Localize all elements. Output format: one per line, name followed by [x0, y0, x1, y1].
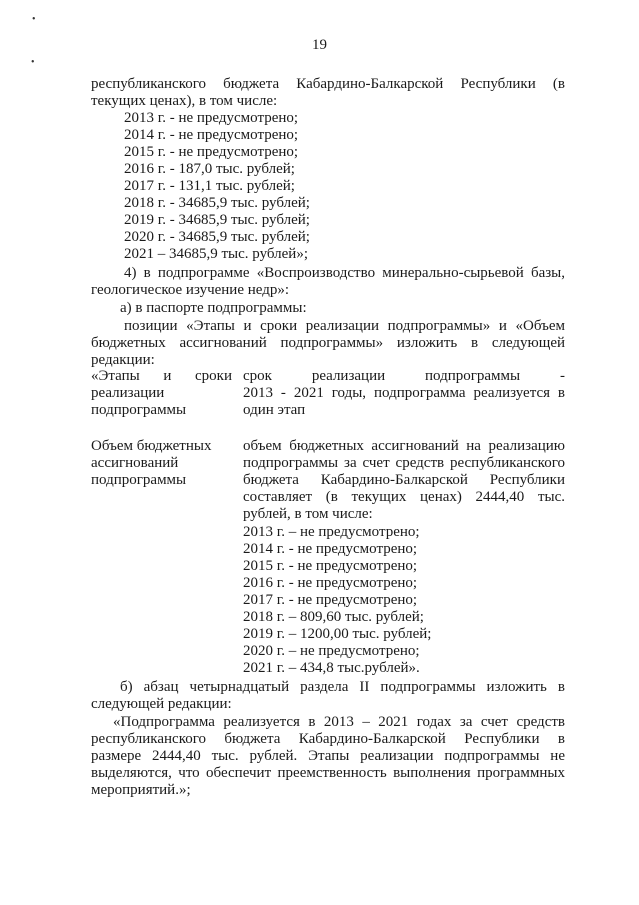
- quote-line: размере 2444,40 тыс. рублей. Этапы реализации подпрограммы не: [91, 748, 565, 764]
- positions-line: позиции «Этапы и сроки реализации подпрограммы» и «Объем: [124, 318, 565, 334]
- item-a: а) в паспорте подпрограммы:: [120, 300, 307, 316]
- table-row1-value: один этап: [243, 402, 306, 418]
- year-line: 2021 – 34685,9 тыс. рублей»;: [124, 246, 308, 262]
- item-b-line: следующей редакции:: [91, 696, 232, 712]
- item-b-line: б) абзац четырнадцатый раздела II подпрограммы изложить в: [120, 679, 565, 695]
- table-row1-label: реализации: [91, 385, 165, 401]
- table-row2-label: подпрограммы: [91, 472, 187, 488]
- year-line: 2021 г. – 434,8 тыс.рублей».: [243, 660, 420, 676]
- quote-line: мероприятий.»;: [91, 782, 191, 798]
- positions-line: бюджетных ассигнований подпрограммы» изложить в следующей: [91, 335, 565, 351]
- intro-line: текущих ценах), в том числе:: [91, 93, 278, 109]
- quote-line: «Подпрограмма реализуется в 2013 – 2021 годах за счет средств: [113, 714, 565, 730]
- year-line: 2020 г. – не предусмотрено;: [243, 643, 420, 659]
- year-line: 2020 г. - 34685,9 тыс. рублей;: [124, 229, 310, 245]
- scan-mark: •: [31, 57, 35, 68]
- year-line: 2018 г. - 34685,9 тыс. рублей;: [124, 195, 310, 211]
- table-row1-value: срок реализации подпрограммы -: [243, 368, 565, 384]
- year-line: 2019 г. - 34685,9 тыс. рублей;: [124, 212, 310, 228]
- year-line: 2016 г. - не предусмотрено;: [243, 575, 418, 591]
- table-row2-value: бюджета Кабардино-Балкарской Республики: [243, 472, 565, 488]
- table-row2-value: объем бюджетных ассигнований на реализацию: [243, 438, 565, 454]
- table-row1-label: подпрограммы: [91, 402, 187, 418]
- table-row2-label: ассигнований: [91, 455, 179, 471]
- quote-line: республиканского бюджета Кабардино-Балкарской Республики в: [91, 731, 565, 747]
- year-line: 2015 г. - не предусмотрено;: [243, 558, 418, 574]
- table-row2-label: Объем бюджетных: [91, 438, 212, 454]
- positions-line: редакции:: [91, 352, 155, 368]
- year-line: 2017 г. - 131,1 тыс. рублей;: [124, 178, 295, 194]
- table-row2-value: подпрограммы за счет средств республиканского: [243, 455, 565, 471]
- year-line: 2014 г. - не предусмотрено;: [243, 541, 418, 557]
- table-row1-label: «Этапы и сроки: [91, 368, 232, 384]
- scan-mark: •: [32, 14, 36, 25]
- year-line: 2013 г. – не предусмотрено;: [243, 524, 420, 540]
- item4-line: геологическое изучение недр»:: [91, 282, 290, 298]
- year-line: 2017 г. - не предусмотрено;: [243, 592, 418, 608]
- year-line: 2015 г. - не предусмотрено;: [124, 144, 299, 160]
- year-line: 2013 г. - не предусмотрено;: [124, 110, 299, 126]
- year-line: 2018 г. – 809,60 тыс. рублей;: [243, 609, 424, 625]
- quote-line: выделяются, что обеспечит преемственность выполнения программных: [91, 765, 565, 781]
- year-line: 2019 г. – 1200,00 тыс. рублей;: [243, 626, 432, 642]
- table-row2-value: рублей, в том числе:: [243, 506, 373, 522]
- intro-line: республиканского бюджета Кабардино-Балкарской Республики (в: [91, 76, 565, 92]
- page-number: 19: [312, 37, 327, 53]
- year-line: 2014 г. - не предусмотрено;: [124, 127, 299, 143]
- table-row2-value: составляет (в текущих ценах) 2444,40 тыс.: [243, 489, 565, 505]
- year-line: 2016 г. - 187,0 тыс. рублей;: [124, 161, 295, 177]
- table-row1-value: 2013 - 2021 годы, подпрограмма реализуется в: [243, 385, 565, 401]
- item4-line: 4) в подпрограмме «Воспроизводство минерально-сырьевой базы,: [124, 265, 565, 281]
